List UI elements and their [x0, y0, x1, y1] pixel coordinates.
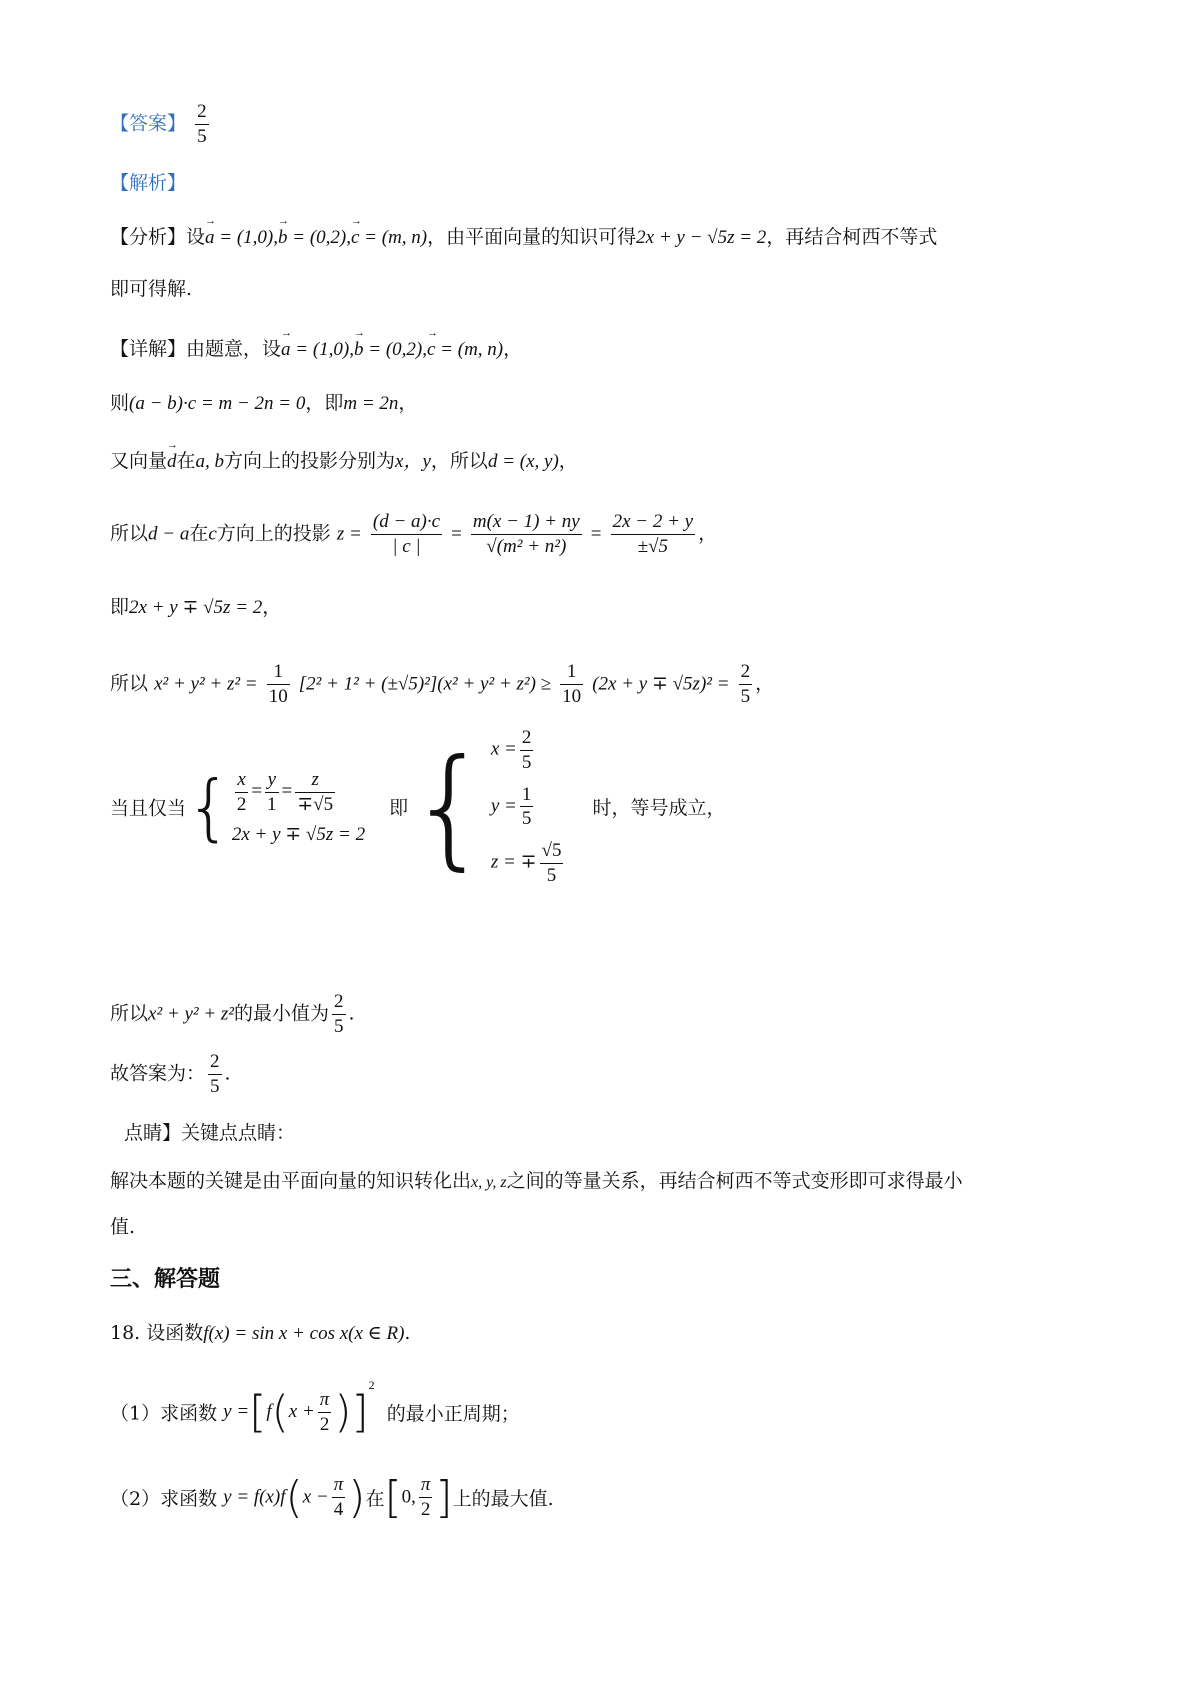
question-18-part-1: （1）求函数 y =[f(x + $\frac{\pi}{2}$ )]$^2$ 的最小正周期；	[110, 1378, 520, 1438]
question-18-part-2: （2）求函数 y = f(x)f(x − $\frac{\pi}{4}$ )在[0, $\frac{\pi}{2}$ ]上的最大值.	[110, 1472, 554, 1523]
detail-line-3: 又向量→ d在a, b方向上的投影分别为x，y，所以d = (x, y)，	[110, 446, 578, 473]
detail-line-1: 【详解】由题意，设→ a = (1,0),→ b = (0,2),→ c = (m, n)，	[110, 334, 522, 361]
projection-fraction-1: $\frac{(d - a)\cdot c}{| c |}$	[372, 511, 441, 557]
cauchy-expression: [2² + 1² + (±√5)²](x² + y² + z²) ≥	[298, 673, 552, 695]
detail-line-5: 即2x + y ∓ √5z = 2，	[110, 596, 282, 618]
dianjing-line-2: 值.	[110, 1216, 136, 1238]
vec-a: → a = (1,0),	[205, 227, 278, 249]
left-brace-2: {	[408, 730, 491, 883]
left-brace-1: {	[186, 764, 232, 849]
dot-product-eq: (a − b)·c = m − 2n = 0	[129, 393, 306, 414]
minimum-line: 所以x² + y² + z²的最小值为 $\frac{2}{5}$ .	[110, 991, 355, 1037]
equality-condition: 当且仅当{ $\frac{x}{2}$ = $\frac{y}{1}$ = $\frac{z}{\mp√5}$ 2x + y ∓ √5z = 2 即{ x = $\frac{2}{5}$ y = $\frac{1}{5}$ z = ∓ $\frac{√5}{5}$ 时，等号成立，	[110, 722, 726, 892]
detail-line-6: 所以 x² + y² + z² = $\frac{1}{10}$ [2² + 1² + (±√5)²](x² + y² + z²) ≥ $\frac{1}{10}$ (2x + y ∓ √5z)² = $\frac{2}{5}$ ，	[110, 661, 775, 707]
projection-fraction-3: $\frac{2x - 2 + y}{\pm√5}$	[612, 511, 694, 557]
fenxi-equation: 2x + y − √5z = 2	[636, 227, 767, 248]
analysis-label: 【解析】	[110, 172, 187, 194]
detail-label: 【详解】	[110, 338, 187, 360]
projection-fraction-2: $\frac{m(x - 1) + ny}{\text{√(m² + n²)}}$	[472, 511, 580, 557]
fenxi-label: 【分析】	[110, 226, 187, 248]
question-18-stem: 18. 设函数f(x) = sin x + cos x(x ∈ R).	[110, 1322, 411, 1344]
answer-line	[110, 100, 212, 149]
fenxi-line-1: 【分析】设→ a = (1,0),→ b = (0,2),→ c = (m, n)，由平面向量的知识可得2x + y − √5z = 2，再结合柯西不等式	[110, 222, 937, 249]
detail-line-4: 所以d − a在c方向上的投影 z = $\frac{(d - a)\cdot c}{| c |}$ = $\frac{m(x - 1) + ny}{\text{√(m² + n²)}}$ = $\frac{2x - 2 + y}{\pm√5}$ ，	[110, 511, 718, 557]
final-answer-line: 故答案为： $\frac{2}{5}$ .	[110, 1051, 231, 1097]
system-1: $\frac{x}{2}$ = $\frac{y}{1}$ = $\frac{z}{\mp√5}$ 2x + y ∓ √5z = 2	[231, 769, 366, 845]
fenxi-line-2: 即可得解.	[110, 278, 193, 300]
detail-line-2: 则(a − b)·c = m − 2n = 0，即m = 2n，	[110, 392, 418, 414]
answer-fraction: $\frac{2}{5}$	[197, 101, 207, 147]
answer-label: 【答案】	[110, 112, 187, 135]
vec-b: → b = (0,2),	[278, 227, 351, 249]
vec-c: → c = (m, n)	[351, 227, 427, 249]
section-heading: 三、解答题	[110, 1267, 221, 1292]
dianjing-label: 点睛】关键点点睛：	[124, 1122, 296, 1144]
dianjing-line-1: 解决本题的关键是由平面向量的知识转化出x, y, z之间的等量关系，再结合柯西不等式变形即可求得最小	[110, 1170, 963, 1192]
system-2: x = $\frac{2}{5}$ y = $\frac{1}{5}$ z = ∓ $\frac{√5}{5}$	[490, 727, 562, 886]
